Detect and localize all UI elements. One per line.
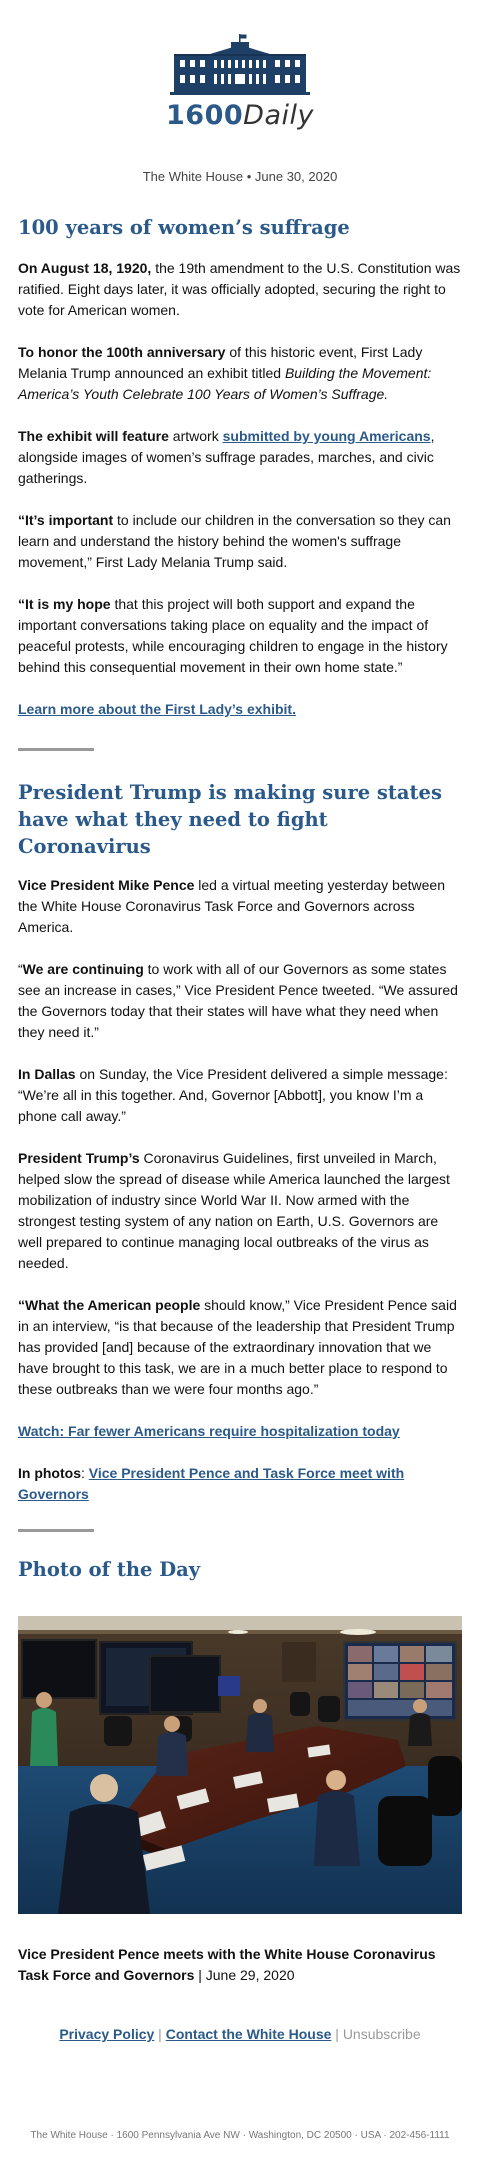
paragraph (18, 959, 462, 1043)
paragraph-text: on Sunday, the Vice President delivered a simple message: “We’re all in this together. And, Governor [Abbott], you know I’m a phone call away.” (18, 1066, 448, 1124)
paragraph-text: Coronavirus Guidelines, first unveiled in March, helped slow the spread of disease while America launched the largest mobilization of industry since World War II. Now armed with the strongest testing system of any nation on Earth, U.S. Governors are well prepared to continue managing local outbreaks of the virus as needed. (18, 1150, 450, 1271)
paragraph (18, 699, 462, 720)
bold-lead: On August 18, 1920, (18, 260, 152, 276)
bold-lead: In Dallas (18, 1066, 76, 1082)
bold-lead: Vice President Mike Pence (18, 877, 195, 893)
paragraph-text: the 19th amendment to the U.S. Constitution was ratified. Eight days later, it was officially adopted, securing the right to vote for American women. (18, 260, 461, 318)
section-title-photo: Photo of the Day (18, 1558, 201, 1581)
privacy-policy-link[interactable]: Privacy Policy (59, 2026, 155, 2042)
open-quote: “ (18, 961, 23, 977)
paragraph (18, 426, 462, 489)
paragraph (18, 258, 462, 321)
photo-caption (18, 1944, 462, 1986)
bold-lead: We are continuing (22, 961, 144, 977)
header (0, 0, 480, 184)
paragraph-text: of this historic event, First Lady Melania Trump announced an exhibit titled (18, 344, 423, 381)
bold-lead: “It’s important (18, 512, 114, 528)
paragraph (18, 1295, 462, 1400)
caption-date: | June 29, 2020 (194, 1967, 295, 1983)
paragraph (18, 1463, 462, 1505)
paragraph-text: , alongside images of women’s suffrage parades, marches, and civic gatherings. (18, 428, 435, 486)
section-divider (18, 1529, 94, 1532)
brand-wordmark (0, 100, 480, 131)
bold-lead: “What the American people (18, 1297, 201, 1313)
bold-lead: “It is my hope (18, 596, 111, 612)
exhibit-title: Building the Movement: America’s Youth Celebrate 100 Years of Women’s Suffrage. (18, 365, 432, 402)
paragraph-text: artwork (168, 428, 223, 444)
section-title-suffrage: 100 years of women’s suffrage (18, 216, 350, 239)
caption-bold: Vice President Pence meets with the White House Coronavirus Task Force and Governors (18, 1946, 436, 1983)
paragraph-text: that this project will both support and expand the important conversations taking place on equality and the impact of peaceful protests, while encouraging children to engage in the history behind this consequential movement in their own home state.” (18, 596, 448, 675)
brand-number: 1600 (166, 100, 244, 131)
bold-lead: President Trump’s (18, 1150, 140, 1166)
main-content (0, 214, 480, 2141)
situation-room-photo (18, 1616, 462, 1914)
watch-hospitalization-link[interactable]: Watch: Far fewer Americans require hospitalization today (18, 1423, 400, 1439)
paragraph-text: to include our children in the conversation so they can learn and understand the history behind the women's suffrage movement,” First Lady Melania Trump said. (18, 512, 451, 570)
footer-address: The White House · 1600 Pennsylvania Ave NW · Washington, DC 20500 · USA · 202-456-1111 (30, 2130, 450, 2141)
paragraph (18, 1064, 462, 1127)
in-photos-label: In photos (18, 1465, 81, 1481)
contact-link[interactable]: Contact the White House (165, 2026, 332, 2042)
separator: | (331, 2026, 343, 2042)
paragraph-text: to work with all of our Governors as some states see an increase in cases,” Vice President Pence tweeted. “We assured the Governors today that their states will have what they need when they need it.” (18, 961, 458, 1040)
unsubscribe-link[interactable]: Unsubscribe (342, 2026, 421, 2042)
footer-links (18, 2026, 462, 2042)
young-americans-link[interactable]: submitted by young Americans (222, 428, 431, 444)
paragraph (18, 594, 462, 678)
white-house-logo-icon (170, 34, 310, 96)
section-title-coronavirus: President Trump is making sure states have what they need to fight Coronavirus (18, 781, 442, 858)
paragraph (18, 1421, 462, 1442)
paragraph (18, 510, 462, 573)
colon: : (81, 1465, 89, 1481)
bold-lead: The exhibit will feature (18, 428, 169, 444)
task-force-photos-link[interactable]: Vice President Pence and Task Force meet with Governors (18, 1465, 405, 1502)
paragraph (18, 342, 462, 405)
dateline: The White House • June 30, 2020 (142, 169, 338, 184)
bold-lead: To honor the 100th anniversary (18, 344, 226, 360)
exhibit-link[interactable]: Learn more about the First Lady’s exhibit. (18, 701, 296, 717)
paragraph (18, 875, 462, 938)
section-divider (18, 748, 94, 751)
paragraph (18, 1148, 462, 1274)
photo-of-the-day (18, 1616, 462, 1914)
paragraph-text: led a virtual meeting yesterday between the White House Coronavirus Task Force and Governors across America. (18, 877, 445, 935)
separator: | (154, 2026, 166, 2042)
paragraph-text: should know,” Vice President Pence said in an interview, “is that because of the leadership that President Trump has provided [and] because of the extraordinary innovation that we have brought to this task, we are in a much better place to respond to these outbreaks than we were four months ago.” (18, 1297, 457, 1397)
brand-word: Daily (243, 100, 314, 131)
